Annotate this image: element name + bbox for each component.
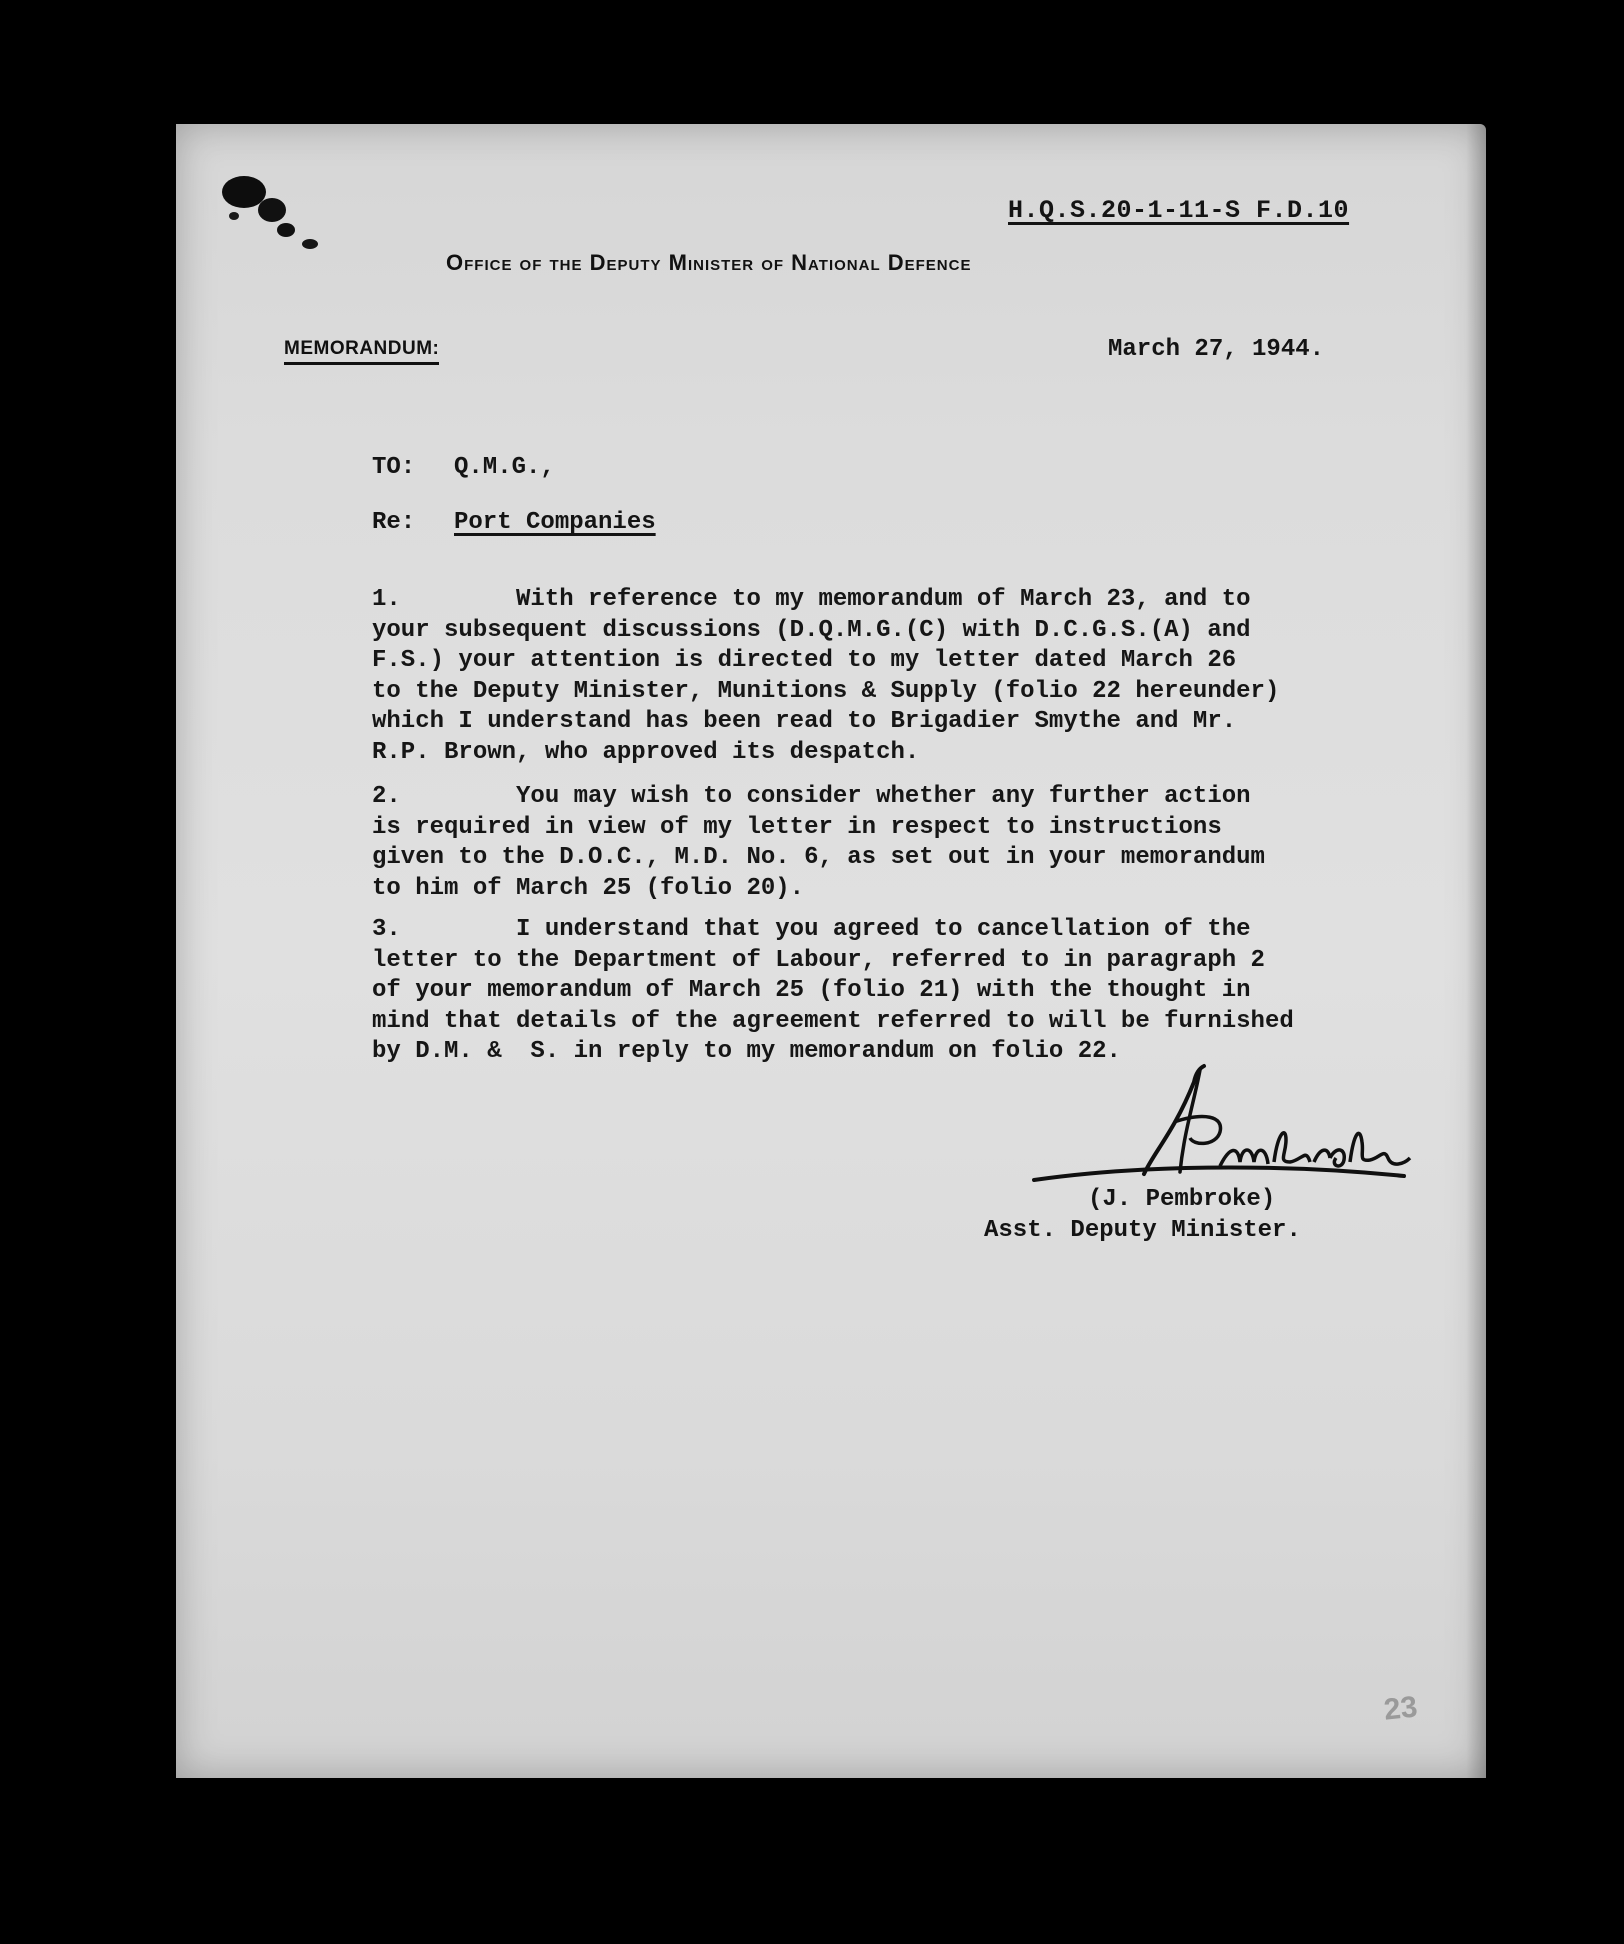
paragraph-2: 2. You may wish to consider whether any further action is required in view of my letter in respect to instructions given to the D.O.C., M.D. No. 6, as set out in your memorandum to him of March 25 (folio 20). (372, 783, 1265, 902)
memo-date: March 27, 1944. (1108, 336, 1325, 363)
ink-blot-mark (214, 172, 334, 262)
paragraph-1: 1. With reference to my memorandum of March 23, and to your subsequent discussions (D.Q.M.G.(C) with D.C.G.S.(A) and F.S.) your attention is directed to my letter dated March 26 to the Deputy Minister, Munitions & Supply (folio 22 hereunder) which I understand has been read to Brigadier Smythe and Mr. R.P. Brown, who approved its despatch. (372, 586, 1280, 766)
re-label: Re: (372, 509, 416, 536)
to-recipient: Q.M.G., (454, 454, 555, 481)
memo-sheet (176, 124, 1486, 1778)
to-label: TO: (372, 454, 416, 481)
signatory-title: Asst. Deputy Minister. (984, 1217, 1301, 1244)
re-subject: Port Companies (454, 509, 656, 536)
memorandum-label: MEMORANDUM: (284, 338, 439, 365)
file-reference: H.Q.S.20-1-11-S F.D.10 (1008, 196, 1350, 225)
office-heading: Office of the Deputy Minister of National Defence (446, 250, 972, 275)
folio-stamp: 23 (1382, 1690, 1419, 1727)
handwritten-signature (1024, 1062, 1434, 1192)
paragraph-3: 3. I understand that you agreed to cancellation of the letter to the Department of Labour, referred to in paragraph 2 of your memorandum of March 25 (folio 21) with the thought in mind that details of the agreement referred to will be furnished by D.M. & S. in reply to my memorandum on folio 22. (372, 916, 1294, 1065)
signatory-name: (J. Pembroke) (1088, 1186, 1276, 1213)
